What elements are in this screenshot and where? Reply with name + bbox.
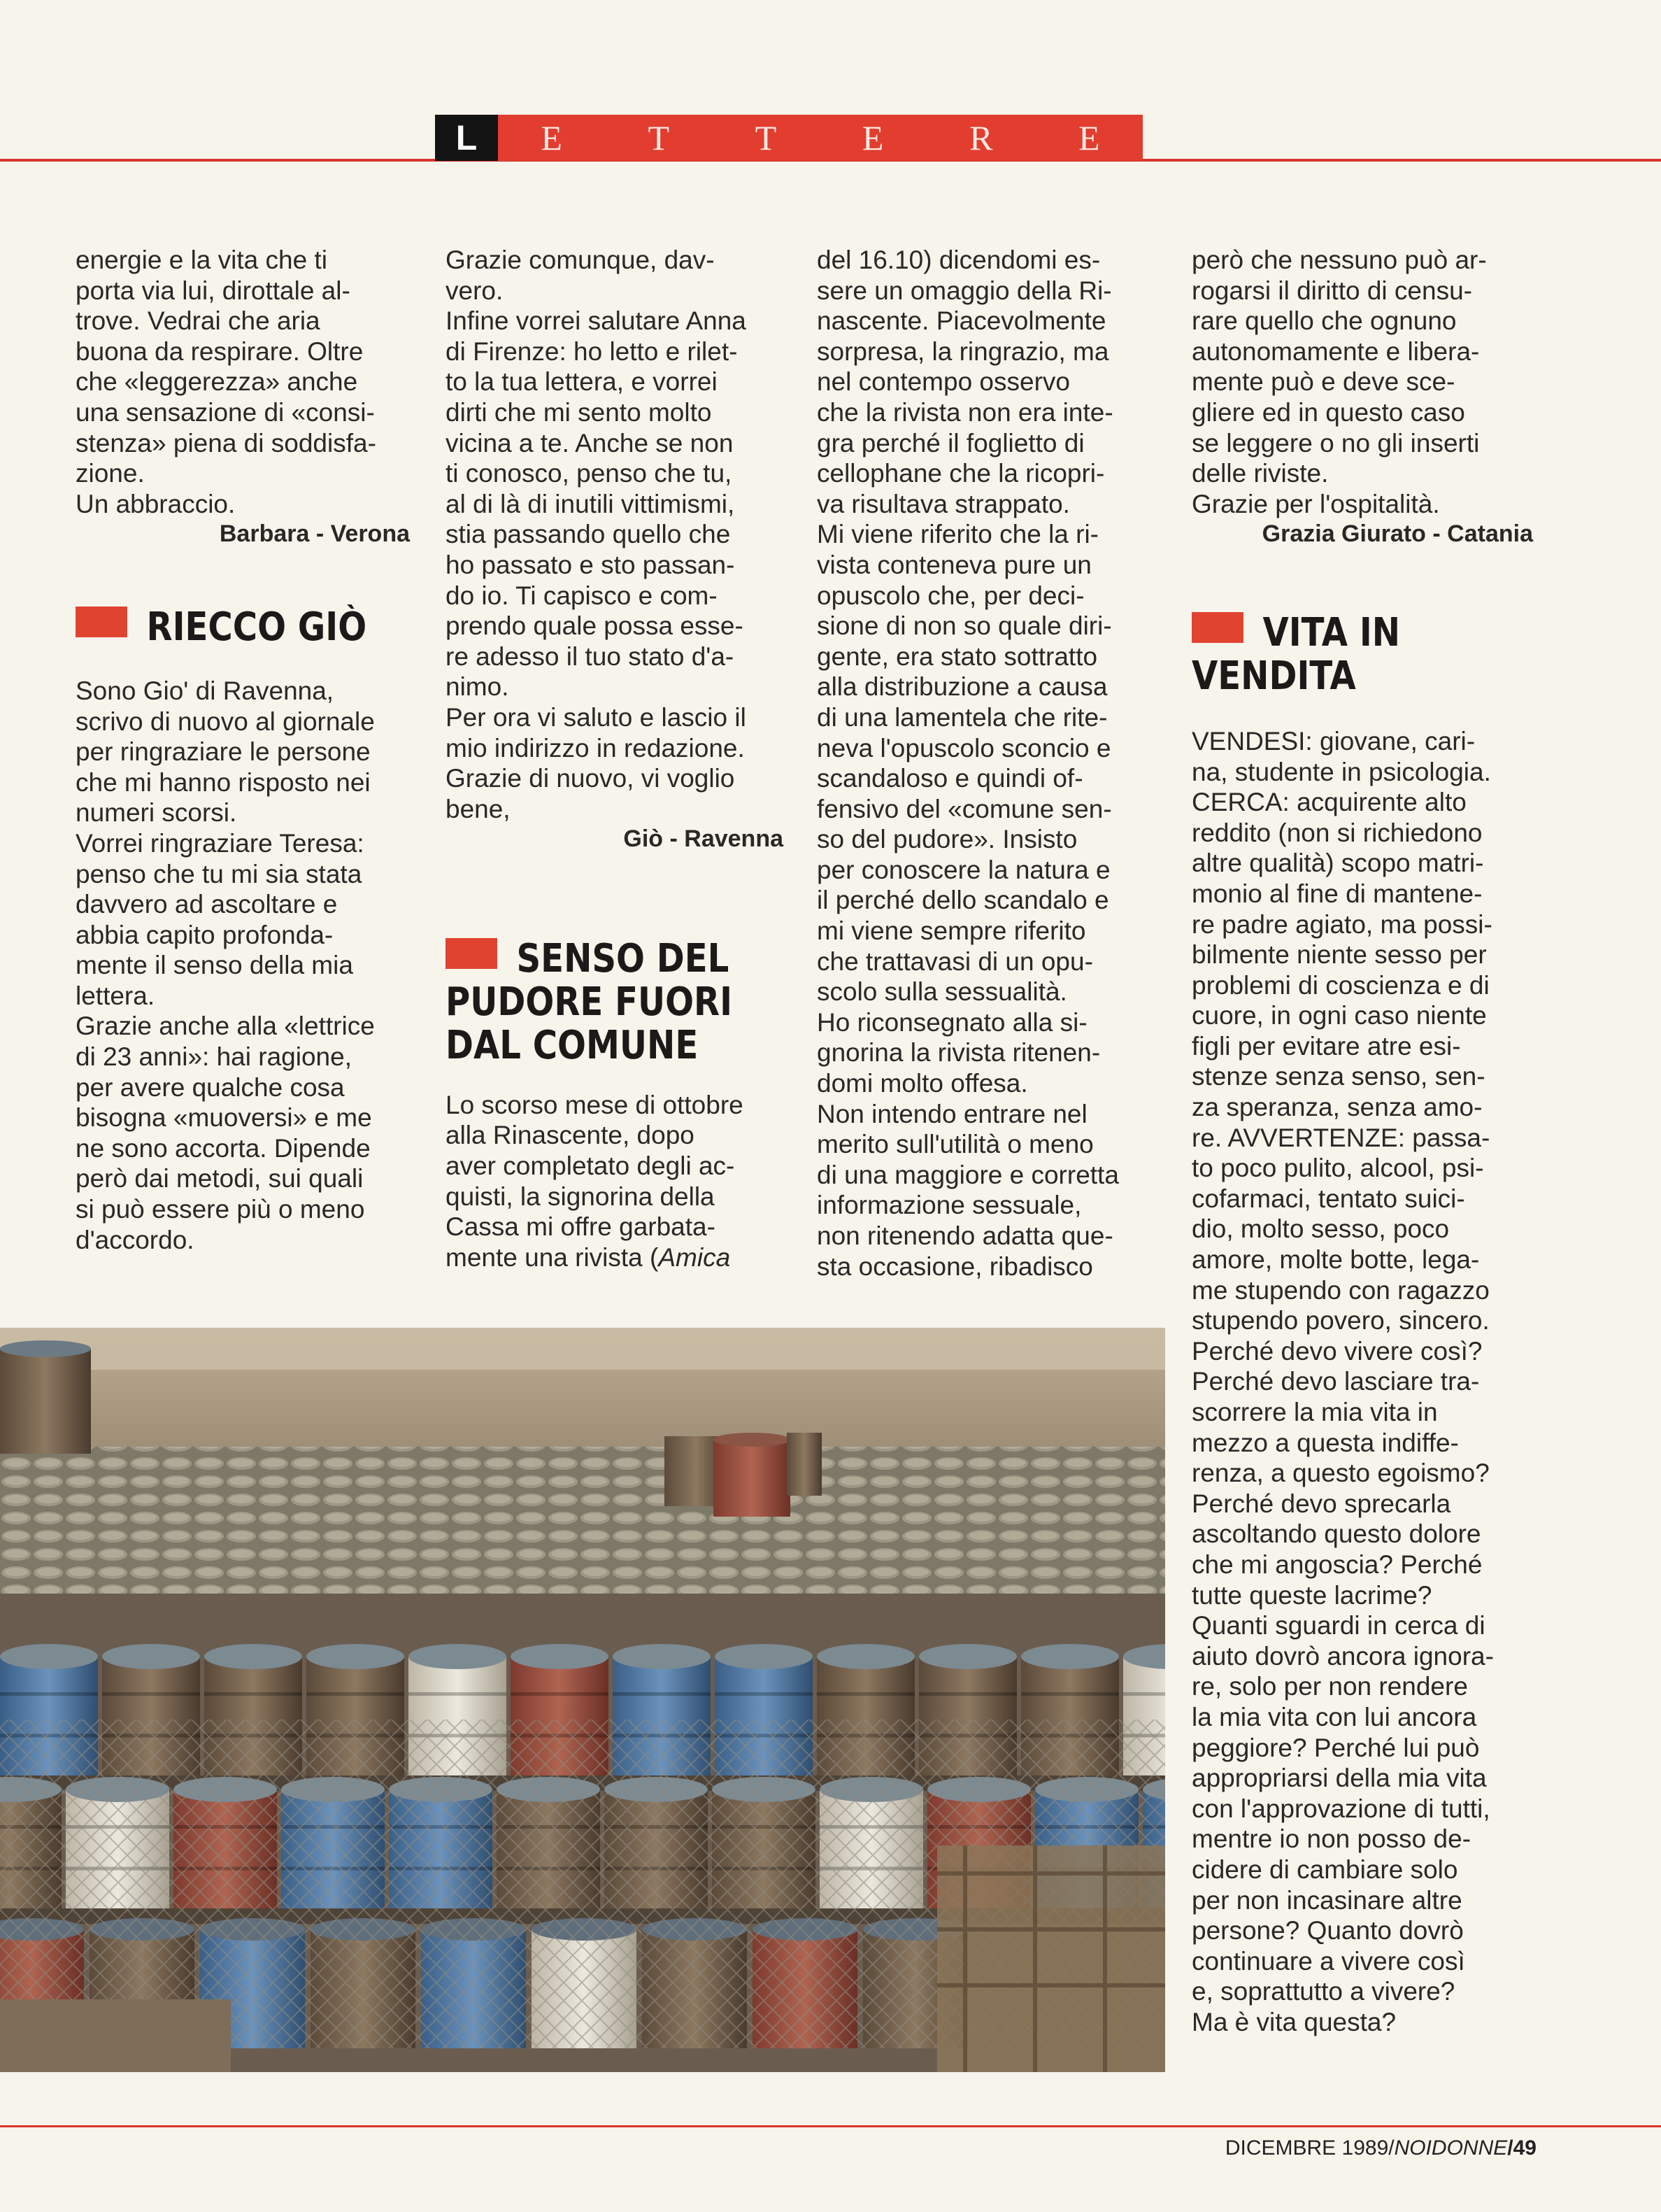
text-line: Infine vorrei salutare Anna: [445, 306, 746, 336]
text-line: za speranza, senza amo-: [1192, 1093, 1483, 1122]
text-line: amore, molte botte, lega-: [1192, 1245, 1480, 1275]
text-line: alla distribuzione a causa: [817, 672, 1108, 702]
barrel-cover: [613, 1644, 711, 1669]
text-line: Quanti sguardi in cerca di: [1192, 1611, 1485, 1640]
text-line: fensivo del «comune sen-: [817, 794, 1112, 823]
header-letter: T: [648, 118, 670, 157]
text-line: che mi hanno risposto nei: [76, 767, 371, 797]
text-line: quisti, la signorina della: [445, 1182, 715, 1211]
letter-body: [76, 676, 410, 1255]
text-line: dirti che mi sento molto: [445, 397, 712, 427]
text-line: ti conosco, penso che tu,: [445, 459, 732, 488]
heading-marker: [445, 938, 497, 969]
footer-rule: [0, 2125, 1661, 2127]
text-line: peggiore? Perché lui può: [1192, 1733, 1480, 1762]
text-line: vista conteneva pure un: [817, 550, 1092, 579]
text-line: rogarsi il diritto di censu-: [1192, 276, 1472, 305]
text-line: però che nessuno può ar-: [1192, 246, 1487, 274]
text-line: problemi di coscienza e di: [1192, 970, 1490, 1000]
text-line: Perché devo lasciare tra-: [1192, 1367, 1480, 1396]
barrel-cover: [919, 1644, 1017, 1669]
text-line: Un abbraccio.: [76, 489, 236, 518]
text-line: Grazie di nuovo, vi voglio: [445, 764, 735, 793]
text-line: gra perché il foglietto di: [817, 428, 1085, 458]
letter-signature: Grazia Giurato - Catania: [1262, 520, 1533, 548]
text-line: Grazie anche alla «lettrice: [76, 1012, 375, 1041]
text-line: nascente. Piacevolmente: [817, 306, 1106, 336]
barrel-hoop: [1123, 1692, 1165, 1696]
text-line: gliere ed in questo caso: [1192, 397, 1465, 427]
barrels-photo: [0, 1328, 1165, 2072]
barrel-cover: [204, 1644, 302, 1669]
text-line: sere un omaggio della Ri-: [817, 276, 1112, 305]
text-line: ascoltando questo dolore: [1192, 1519, 1481, 1549]
text-line: rare quello che ognuno: [1192, 306, 1457, 336]
text-line: ne sono accorta. Dipende: [76, 1133, 371, 1163]
text-line: CERCA: acquirente alto: [1192, 788, 1467, 817]
letter-body: [76, 245, 410, 519]
section-header-letters: [498, 118, 1143, 158]
text-line: al di là di inutili vittimismi,: [445, 489, 735, 518]
header-letter: T: [755, 118, 777, 157]
text-line: mente una rivista (Amica: [445, 1242, 731, 1272]
barrel-hoop: [715, 1692, 813, 1696]
barrel-cover: [0, 1644, 98, 1669]
header-letter: E: [862, 118, 884, 157]
text-line: del 16.10) dicendomi es-: [817, 246, 1101, 274]
text-line: re adesso il tuo stato d'a-: [445, 641, 734, 671]
text-line: scrivo di nuovo al giornale: [76, 707, 375, 736]
text-line: non ritenendo adatta que-: [817, 1221, 1113, 1250]
text-line: sorpresa, la ringrazio, ma: [817, 336, 1109, 366]
text-line: me stupendo con ragazzo: [1192, 1275, 1490, 1305]
text-line: Perché devo vivere così?: [1192, 1336, 1483, 1366]
text-line: appropriarsi della mia vita: [1192, 1764, 1487, 1793]
text-line: la mia vita con lui ancora: [1192, 1702, 1477, 1731]
text-line: cellophane che la ricopri-: [817, 459, 1105, 488]
text-line: VENDESI: giovane, cari-: [1192, 726, 1476, 756]
barrel-hoop: [919, 1692, 1017, 1696]
letter-heading: PUDORE FUORI: [445, 979, 733, 1025]
text-line: re. AVVERTENZE: passa-: [1192, 1123, 1490, 1152]
barrel-cover: [408, 1644, 506, 1669]
text-line: il perché dello scandalo e: [817, 886, 1109, 915]
text-line: renza, a questo egoismo?: [1192, 1459, 1490, 1488]
text-line: per avere qualche cosa: [76, 1072, 345, 1102]
barrel-hoop: [0, 1692, 98, 1696]
text-line: Sono Gio' di Ravenna,: [76, 676, 334, 705]
barrel-hoop: [511, 1692, 608, 1696]
text-line: ho passato e sto passan-: [445, 550, 735, 579]
header-letter: E: [541, 118, 562, 157]
barrel-hoop: [408, 1692, 506, 1696]
text-line: sione di non so quale diri-: [817, 611, 1112, 641]
text-line: to poco pulito, alcool, psi-: [1192, 1154, 1484, 1183]
column-2: [445, 245, 783, 1272]
barrel-hoop: [306, 1692, 404, 1696]
text-line: se leggere o no gli inserti: [1192, 428, 1480, 458]
section-header: [435, 115, 1143, 161]
text-line: domi molto offesa.: [817, 1069, 1028, 1098]
letter-body: [1192, 726, 1533, 2038]
text-line: persone? Quanto dovrò: [1192, 1916, 1464, 1945]
text-line: una sensazione di «consi-: [76, 397, 375, 427]
text-line: Ho riconsegnato alla si-: [817, 1007, 1088, 1037]
text-line: cuore, in ogni caso niente: [1192, 1001, 1487, 1030]
text-line: zione.: [76, 459, 145, 488]
text-line: altre qualità) scopo matri-: [1192, 849, 1484, 878]
text-line: sta occasione, ribadisco: [817, 1252, 1093, 1281]
column-1: [76, 245, 410, 1255]
text-line: re, solo per non rendere: [1192, 1672, 1468, 1701]
barrel-cover: [817, 1644, 915, 1669]
barrel-cover: [102, 1644, 200, 1669]
text-line: dio, molto sesso, poco: [1192, 1214, 1450, 1244]
text-line: do io. Ti capisco e com-: [445, 581, 718, 610]
text-line: aiuto dovrò ancora ignora-: [1192, 1641, 1494, 1671]
barrel-cover: [1021, 1644, 1119, 1669]
text-line: gnorina la rivista ritenen-: [817, 1038, 1101, 1068]
column-3: [817, 245, 1160, 1282]
text-line: stenze senza senso, sen-: [1192, 1062, 1485, 1091]
text-line: figli per evitare atre esi-: [1192, 1031, 1461, 1061]
text-line: e, soprattutto a vivere?: [1192, 1977, 1455, 2006]
text-line: mezzo a questa indiffe-: [1192, 1428, 1459, 1457]
text-line: Mi viene riferito che la ri-: [817, 520, 1099, 549]
text-line: to la tua lettera, e vorrei: [445, 367, 718, 397]
text-line: buona da respirare. Oltre: [76, 336, 364, 366]
barrel-cover: [306, 1644, 404, 1669]
text-line: continuare a vivere così: [1192, 1946, 1465, 1976]
text-line: Vorrei ringraziare Teresa:: [76, 828, 364, 858]
text-line: informazione sessuale,: [817, 1191, 1082, 1220]
text-line: opuscolo che, per deci-: [817, 581, 1085, 610]
heading-marker: [1192, 612, 1243, 643]
text-line: re padre agiato, ma possi-: [1192, 909, 1492, 939]
text-line: d'accordo.: [76, 1225, 194, 1254]
text-line: scolo sulla sessualità.: [817, 977, 1067, 1007]
text-line: che mi angoscia? Perché: [1192, 1550, 1483, 1579]
text-line: Perché devo sprecarla: [1192, 1489, 1451, 1518]
text-line: merito sull'utilità o meno: [817, 1130, 1094, 1159]
text-line: cidere di cambiare solo: [1192, 1855, 1458, 1884]
text-line: per ringraziare le persone: [76, 737, 371, 767]
text-line: di 23 anni»: hai ragione,: [76, 1042, 352, 1072]
text-line: aver completato degli ac-: [445, 1151, 735, 1181]
text-line: si può essere più o meno: [76, 1195, 365, 1224]
text-line: scorrere la mia vita in: [1192, 1398, 1438, 1426]
text-line: scandaloso e quindi of-: [817, 764, 1083, 793]
barrel-hoop: [1021, 1692, 1119, 1696]
text-line: nimo.: [445, 672, 509, 702]
letter-heading: SENSO DEL: [445, 937, 736, 981]
text-line: porta via lui, dirottale al-: [76, 276, 350, 305]
letter-heading: DAL COMUNE: [445, 1022, 699, 1068]
header-letter: R: [969, 118, 993, 157]
text-line: autonomamente e libera-: [1192, 336, 1480, 366]
text-line: che la rivista non era inte-: [817, 397, 1113, 427]
page-footer: DICEMBRE 1989/NOIDONNE/49: [1225, 2136, 1537, 2160]
letter-heading: VENDITA: [1192, 653, 1356, 699]
text-line: mente il senso della mia: [76, 951, 353, 980]
column-4: [1192, 245, 1533, 2037]
text-line: stupendo povero, sincero.: [1192, 1306, 1490, 1335]
text-line: Grazie per l'ospitalità.: [1192, 489, 1440, 518]
text-line: na, studente in psicologia.: [1192, 757, 1491, 786]
text-line: Non intendo entrare nel: [817, 1099, 1088, 1128]
text-line: trove. Vedrai che aria: [76, 306, 320, 336]
text-line: Per ora vi saluto e lascio il: [445, 702, 746, 732]
letter-signature: Giò - Ravenna: [623, 825, 783, 853]
text-line: Cassa mi offre garbata-: [445, 1212, 715, 1242]
section-header-initial: L: [435, 115, 498, 161]
text-line: di una lamentela che rite-: [817, 702, 1108, 732]
text-line: mentre io non posso de-: [1192, 1824, 1471, 1854]
text-line: cofarmaci, tentato suici-: [1192, 1184, 1465, 1213]
text-line: di Firenze: ho letto e rilet-: [445, 336, 738, 366]
letter-body: [1192, 245, 1533, 519]
letter-heading: VITA IN: [1192, 611, 1485, 655]
barrel-hoop: [102, 1692, 200, 1696]
text-line: che trattavasi di un opu-: [817, 947, 1093, 976]
text-line: prendo quale possa esse-: [445, 611, 743, 641]
text-line: stenza» piena di soddisfa-: [76, 428, 376, 458]
letter-body: [445, 1090, 783, 1242]
text-line: tutte queste lacrime?: [1192, 1580, 1432, 1610]
text-line: abbia capito profonda-: [76, 920, 334, 949]
text-line: vicina a te. Anche se non: [445, 428, 734, 458]
text-line: per conoscere la natura e: [817, 855, 1111, 884]
text-line: reddito (non si richiedono: [1192, 818, 1483, 847]
text-line: delle riviste.: [1192, 459, 1329, 488]
text-line: Lo scorso mese di ottobre: [445, 1090, 743, 1119]
text-line: penso che tu mi sia stata: [76, 859, 362, 888]
letter-signature: Barbara - Verona: [219, 520, 410, 548]
text-line: Ma è vita questa?: [1192, 2007, 1397, 2036]
text-line: con l'approvazione di tutti,: [1192, 1794, 1490, 1823]
text-line: monio al fine di mantene-: [1192, 879, 1483, 908]
text-line: per non incasinare altre: [1192, 1885, 1462, 1915]
heading-marker: [76, 607, 127, 637]
text-line: Grazie comunque, dav-: [445, 246, 715, 274]
text-line: mi viene sempre riferito: [817, 916, 1086, 946]
barrel-hoop: [204, 1692, 302, 1696]
text-line: bisogna «muoversi» e me: [76, 1103, 372, 1133]
barrel-hoop: [613, 1692, 711, 1696]
barrel-cover: [511, 1644, 608, 1669]
text-line: numeri scorsi.: [76, 798, 237, 828]
text-line: però dai metodi, sui quali: [76, 1164, 364, 1193]
text-line: gente, era stato sottratto: [817, 641, 1098, 671]
text-line: nel contempo osservo: [817, 367, 1070, 397]
text-line: neva l'opuscolo sconcio e: [817, 733, 1111, 763]
text-line: davvero ad ascoltare e: [76, 890, 338, 919]
text-line: di una maggiore e corretta: [817, 1160, 1119, 1189]
text-line: lettera.: [76, 981, 155, 1010]
text-line: so del pudore». Insisto: [817, 825, 1078, 854]
text-line: bilmente niente sesso per: [1192, 940, 1487, 970]
text-line: che «leggerezza» anche: [76, 367, 358, 397]
barrel-hoop: [817, 1692, 915, 1696]
letter-heading: RIECCO GIÒ: [76, 606, 363, 649]
text-line: energie e la vita che ti: [76, 246, 327, 274]
text-line: stia passando quello che: [445, 520, 731, 549]
header-letter: E: [1078, 118, 1100, 157]
text-line: bene,: [445, 794, 511, 823]
text-line: mio indirizzo in redazione.: [445, 733, 745, 763]
text-line: alla Rinascente, dopo: [445, 1121, 694, 1150]
text-line: va risultava strappato.: [817, 489, 1070, 518]
letter-body: [817, 245, 1160, 1282]
barrel-cover: [715, 1644, 813, 1669]
text-line: vero.: [445, 276, 504, 305]
text-line: mente può e deve sce-: [1192, 367, 1455, 397]
letter-body: [445, 245, 783, 824]
